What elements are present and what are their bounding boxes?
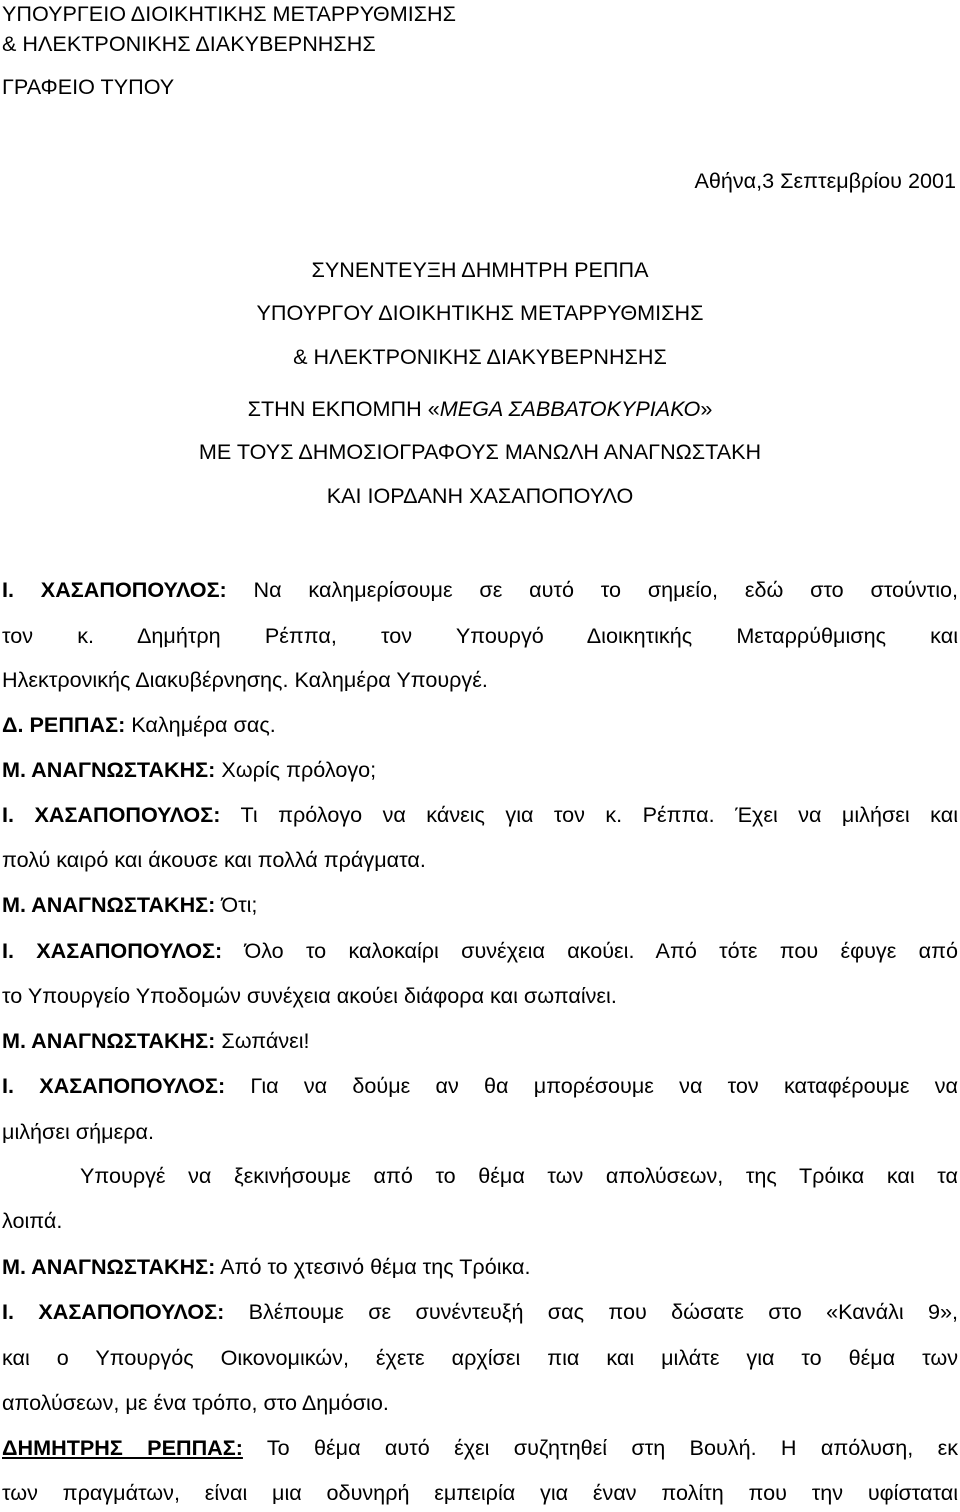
title-line5: ΜΕ ΤΟΥΣ ΔΗΜΟΣΙΟΓΡΑΦΟΥΣ ΜΑΝΩΛΗ ΑΝΑΓΝΩΣΤΑΚΗ [198,439,762,464]
speech-text: Τι πρόλογο να κάνεις για τον κ. Ρέππα. Έχει να μιλήσει και [220,802,958,827]
press-office-label: ΓΡΑΦΕΙΟ ΤΥΠΟΥ [2,74,175,99]
ministry-name-line1: ΥΠΟΥΡΓΕΙΟ ΔΙΟΙΚΗΤΙΚΗΣ ΜΕΤΑΡΡΥΘΜΙΣΗΣ [2,1,457,26]
title-line2: ΥΠΟΥΡΓΟΥ ΔΙΟΙΚΗΤΙΚΗΣ ΜΕΤΑΡΡΥΘΜΙΣΗΣ [256,300,704,325]
date-line: Αθήνα,3 Σεπτεμβρίου 2001 [694,168,956,193]
speaker-label: Δ. ΡΕΠΠΑΣ: [2,712,126,737]
speech-text: Ηλεκτρονικής Διακυβέρνησης. Καλημέρα Υπουργέ. [2,667,488,692]
transcript-line [2,1030,960,1052]
transcript-line [2,1256,960,1278]
speech-text: Για να δούμε αν θα μπορέσουμε να τον καταφέρουμε να [225,1073,958,1098]
speech-text: Καλημέρα σας. [125,712,276,737]
transcript-line [2,579,958,601]
speech-text: λοιπά. [2,1208,63,1233]
transcript-line [80,1165,958,1187]
speaker-label: Ι. ΧΑΣΑΠΟΠΟΥΛΟΣ: [2,1299,225,1324]
speech-text: Το θέμα αυτό έχει συζητηθεί στη Βουλή. Η απόλυση, εκ [242,1435,958,1460]
speech-text: Από το χτεσινό θέμα της Τρόικα. [215,1254,531,1279]
speech-text: Βλέπουμε σε συνέντευξή σας που δώσατε στο «Κανάλι 9», [224,1299,958,1324]
transcript-line [2,1347,958,1369]
transcript-line [2,985,960,1007]
transcript-line [2,1301,958,1323]
title-line3: & ΗΛΕΚΤΡΟΝΙΚΗΣ ΔΙΑΚΥΒΕΡΝΗΣΗΣ [293,344,667,369]
transcript-line [2,759,960,781]
speech-text: Σωπάνει! [215,1028,310,1053]
title-line4-prefix: ΣΤΗΝ ΕΚΠΟΜΠΗ « [247,396,440,421]
transcript-line [2,1392,960,1414]
speech-text: τον κ. Δημήτρη Ρέππα, τον Υπουργό Διοικητικής Μεταρρύθμισης και [2,623,958,648]
speech-text: το Υπουργείο Υποδομών συνέχεια ακούει διάφορα και σωπαίνει. [2,983,617,1008]
speech-text: Ότι; [215,892,258,917]
speaker-label: Μ. ΑΝΑΓΝΩΣΤΑΚΗΣ: [2,757,216,782]
speech-text: πολύ καιρό και άκουσε και πολλά πράγματα. [2,847,426,872]
transcript-line [2,894,960,916]
transcript-line [2,1121,960,1143]
transcript-line [2,1075,958,1097]
transcript-line [2,714,960,736]
show-name: MEGA ΣΑΒΒΑΤΟΚΥΡΙΑΚΟ [439,396,701,421]
title-line6: ΚΑΙ ΙΟΡΔΑΝΗ ΧΑΣΑΠΟΠΟΥΛΟ [326,483,634,508]
speech-text: και ο Υπουργός Οικονομικών, έχετε αρχίσει πια και μιλάτε για το θέμα των [2,1345,958,1370]
transcript-line [2,1210,960,1232]
speaker-label: ΔΗΜΗΤΡΗΣ ΡΕΠΠΑΣ: [2,1435,243,1460]
speaker-label: Ι. ΧΑΣΑΠΟΠΟΥΛΟΣ: [2,802,221,827]
speaker-label: Μ. ΑΝΑΓΝΩΣΤΑΚΗΣ: [2,1028,216,1053]
speech-text: απολύσεων, με ένα τρόπο, στο Δημόσιο. [2,1390,389,1415]
transcript-line [2,804,958,826]
title-line4 [0,398,960,420]
transcript-line [2,1437,958,1459]
speech-text: των πραγμάτων, είναι μια οδυνηρή εμπειρία για έναν πολίτη που την υφίσταται [2,1480,958,1505]
transcript-line [2,669,960,691]
speech-text: Όλο το καλοκαίρι συνέχεια ακούει. Από τότε που έφυγε από [222,938,958,963]
speaker-label: Μ. ΑΝΑΓΝΩΣΤΑΚΗΣ: [2,892,216,917]
transcript-line [2,849,960,871]
speaker-label: Μ. ΑΝΑΓΝΩΣΤΑΚΗΣ: [2,1254,216,1279]
speech-text: Χωρίς πρόλογο; [215,757,377,782]
speaker-label: Ι. ΧΑΣΑΠΟΠΟΥΛΟΣ: [2,938,223,963]
ministry-name-line2: & ΗΛΕΚΤΡΟΝΙΚΗΣ ΔΙΑΚΥΒΕΡΝΗΣΗΣ [2,31,376,56]
transcript-line [2,940,958,962]
speaker-label: Ι. ΧΑΣΑΠΟΠΟΥΛΟΣ: [2,1073,226,1098]
title-line4-suffix: » [700,396,713,421]
transcript-line [2,1482,958,1504]
speech-text: Υπουργέ να ξεκινήσουμε από το θέμα των απολύσεων, της Τρόικα και τα [80,1163,958,1188]
speaker-label: Ι. ΧΑΣΑΠΟΠΟΥΛΟΣ: [2,577,227,602]
transcript-line [2,625,958,647]
title-line1: ΣΥΝΕΝΤΕΥΞΗ ΔΗΜΗΤΡΗ ΡΕΠΠΑ [311,257,649,282]
speech-text: μιλήσει σήμερα. [2,1119,154,1144]
speech-text: Να καλημερίσουμε σε αυτό το σημείο, εδώ στο στούντιο, [226,577,958,602]
